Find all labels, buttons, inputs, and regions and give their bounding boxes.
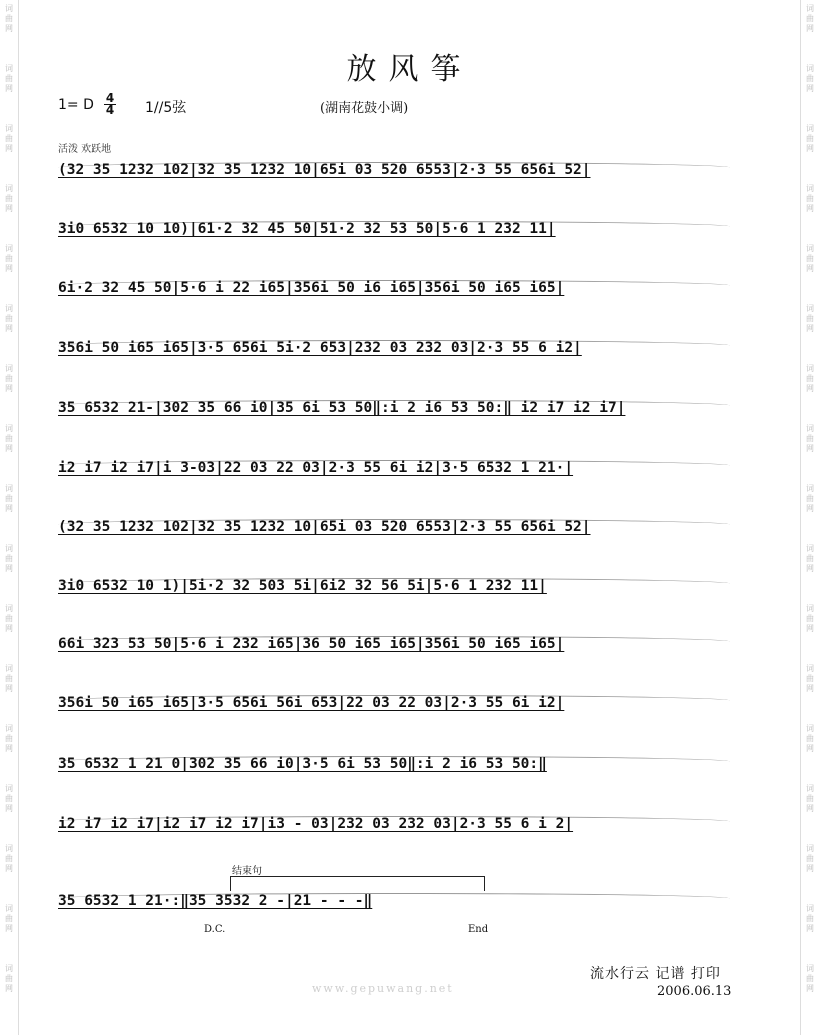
side-watermark: 词 曲 网: [5, 124, 13, 153]
key-signature: 1= D: [58, 97, 94, 113]
song-title: 放风筝: [346, 52, 473, 87]
score-line: i2 i7 i2 i7|i 3-03|22 03 22 03|2·3 55 6i i2|3·5 6532 1 21·|: [58, 460, 574, 476]
side-watermark: 词 曲 网: [5, 964, 13, 993]
score-line: 35 6532 1 21 0|302 35 66 i0|3·5 6i 53 50‖:i 2 i6 53 50:‖: [58, 756, 547, 772]
score-line: i2 i7 i2 i7|i2 i7 i2 i7|i3 - 03|232 03 232 03|2·3 55 6 i 2|: [58, 816, 574, 832]
score-line: 356i 50 i65 i65|3·5 656i 56i 653|22 03 22 03|2·3 55 6i i2|: [58, 695, 565, 711]
time-signature-bottom: 4: [105, 103, 115, 117]
side-watermark: 词 曲 网: [5, 484, 13, 513]
side-watermark: 词 曲 网: [806, 64, 814, 93]
score-line: 3i0 6532 10 1)|5i·2 32 503 5i|6i2 32 56 5i|5·6 1 232 11|: [58, 578, 547, 594]
side-watermark: 词 曲 网: [806, 364, 814, 393]
side-watermark: 词 曲 网: [806, 664, 814, 693]
side-watermark: 词 曲 网: [806, 184, 814, 213]
side-watermark: 词 曲 网: [806, 844, 814, 873]
side-watermark: 词 曲 网: [5, 4, 13, 33]
side-watermark: 词 曲 网: [806, 904, 814, 933]
ending-label: 结束句: [232, 866, 262, 877]
ending-bracket: [230, 876, 485, 891]
score-line: 35 6532 1 21·:‖35 3532 2 -|21 - - -‖: [58, 893, 373, 909]
side-watermark: 词 曲 网: [806, 124, 814, 153]
side-watermark: 词 曲 网: [5, 724, 13, 753]
side-watermark: 词 曲 网: [806, 604, 814, 633]
dc-mark: D.C.: [204, 924, 226, 935]
side-watermark: 词 曲 网: [5, 604, 13, 633]
score-line: 35 6532 21-|302 35 66 i0|35 6i 53 50‖:i 2 i6 53 50:‖ i2 i7 i2 i7|: [58, 400, 626, 416]
side-watermark: 词 曲 网: [5, 844, 13, 873]
left-margin-strip: [0, 0, 19, 1035]
side-watermark: 词 曲 网: [806, 4, 814, 33]
side-watermark: 词 曲 网: [5, 244, 13, 273]
score-line: 6i·2 32 45 50|5·6 i 22 i65|356i 50 i6 i65|356i 50 i65 i65|: [58, 280, 565, 296]
side-watermark: 词 曲 网: [806, 244, 814, 273]
side-watermark: 词 曲 网: [806, 544, 814, 573]
score-line: 66i 323 53 50|5·6 i 232 i65|36 50 i65 i65|356i 50 i65 i65|: [58, 636, 565, 652]
time-signature-top: 4: [105, 91, 115, 105]
transcriber-credit: 流水行云 记谱 打印: [590, 966, 721, 982]
side-watermark: 词 曲 网: [5, 64, 13, 93]
side-watermark: 词 曲 网: [806, 484, 814, 513]
side-watermark: 词 曲 网: [5, 904, 13, 933]
side-watermark: 词 曲 网: [5, 664, 13, 693]
score-line: 3i0 6532 10 10)|61·2 32 45 50|51·2 32 53 50|5·6 1 232 11|: [58, 221, 556, 237]
score-line: (32 35 1232 102|32 35 1232 10|65i 03 520 6553|2·3 55 656i 52|: [58, 162, 591, 178]
song-subtitle: (湖南花鼓小调): [320, 101, 409, 116]
end-mark: End: [468, 924, 489, 935]
time-signature: [104, 93, 116, 116]
side-watermark: 词 曲 网: [5, 424, 13, 453]
side-watermark: 词 曲 网: [5, 544, 13, 573]
transcription-date: 2006.06.13: [657, 984, 732, 999]
tempo-marking: 活泼 欢跃地: [58, 144, 112, 155]
right-margin-strip: [800, 0, 819, 1035]
side-watermark: 词 曲 网: [806, 964, 814, 993]
tuning-label: 1//5弦: [145, 100, 187, 116]
score-line: 356i 50 i65 i65|3·5 656i 5i·2 653|232 03 232 03|2·3 55 6 i2|: [58, 340, 582, 356]
side-watermark: 词 曲 网: [806, 784, 814, 813]
side-watermark: 词 曲 网: [5, 184, 13, 213]
site-watermark: www.gepuwang.net: [312, 982, 454, 995]
side-watermark: 词 曲 网: [806, 304, 814, 333]
side-watermark: 词 曲 网: [806, 724, 814, 753]
side-watermark: 词 曲 网: [5, 784, 13, 813]
score-line: (32 35 1232 102|32 35 1232 10|65i 03 520 6553|2·3 55 656i 52|: [58, 519, 591, 535]
side-watermark: 词 曲 网: [806, 424, 814, 453]
side-watermark: 词 曲 网: [5, 364, 13, 393]
side-watermark: 词 曲 网: [5, 304, 13, 333]
